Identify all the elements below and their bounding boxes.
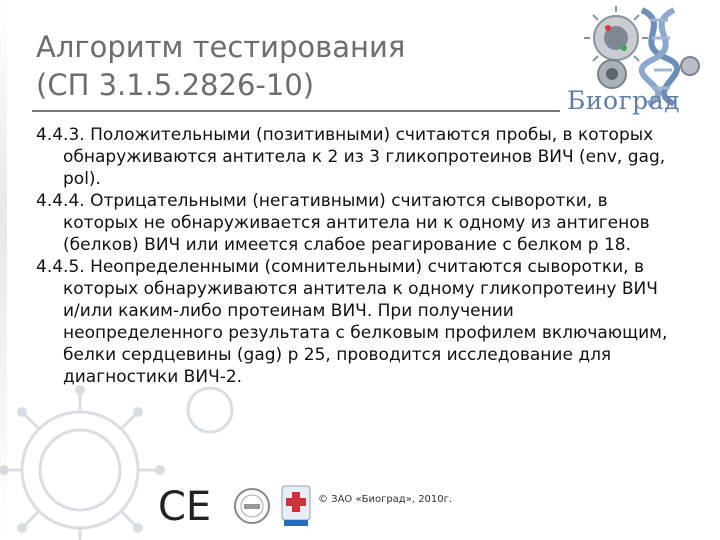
page-title	[36, 28, 576, 104]
medical-certification-icon	[278, 482, 314, 530]
paragraph-4-4-5: 4.4.5. Неопределенными (сомнительными) считаются сыворотки, в которых обнаруживаются антитела к одному гликопротеину ВИЧ и/или каким-либо протеинам ВИЧ. При получении неопределенного результата с белковым профилем включающим, белки сердцевины (gag) р 25, проводится исследование для диагностики ВИЧ-2.	[36, 257, 668, 387]
paragraph-4-4-4: 4.4.4. Отрицательными (негативными) считаются сыворотки, в которых не обнаруживается антитела ни к одному из антигенов (белков) ВИЧ или имеется слабое реагирование с белком р 18.	[36, 191, 650, 255]
title-line-1: Алгоритм тестирования	[36, 30, 406, 64]
title-divider	[32, 110, 560, 112]
body-text	[36, 124, 676, 388]
ce-mark-text: CE	[158, 484, 212, 526]
title-line-2: (СП 3.1.5.2826-10)	[36, 68, 315, 102]
certification-seal-icon	[232, 484, 272, 528]
ce-mark-icon	[154, 482, 224, 526]
copyright-footer: © ЗАО «Биоград», 2010г.	[318, 494, 453, 505]
paragraph-4-4-3: 4.4.3. Положительными (позитивными) считаются пробы, в которых обнаруживаются антитела к 2 из 3 гликопротеинов ВИЧ (env, gag, pol).	[36, 125, 666, 189]
brand-name: Биоград	[567, 86, 680, 115]
